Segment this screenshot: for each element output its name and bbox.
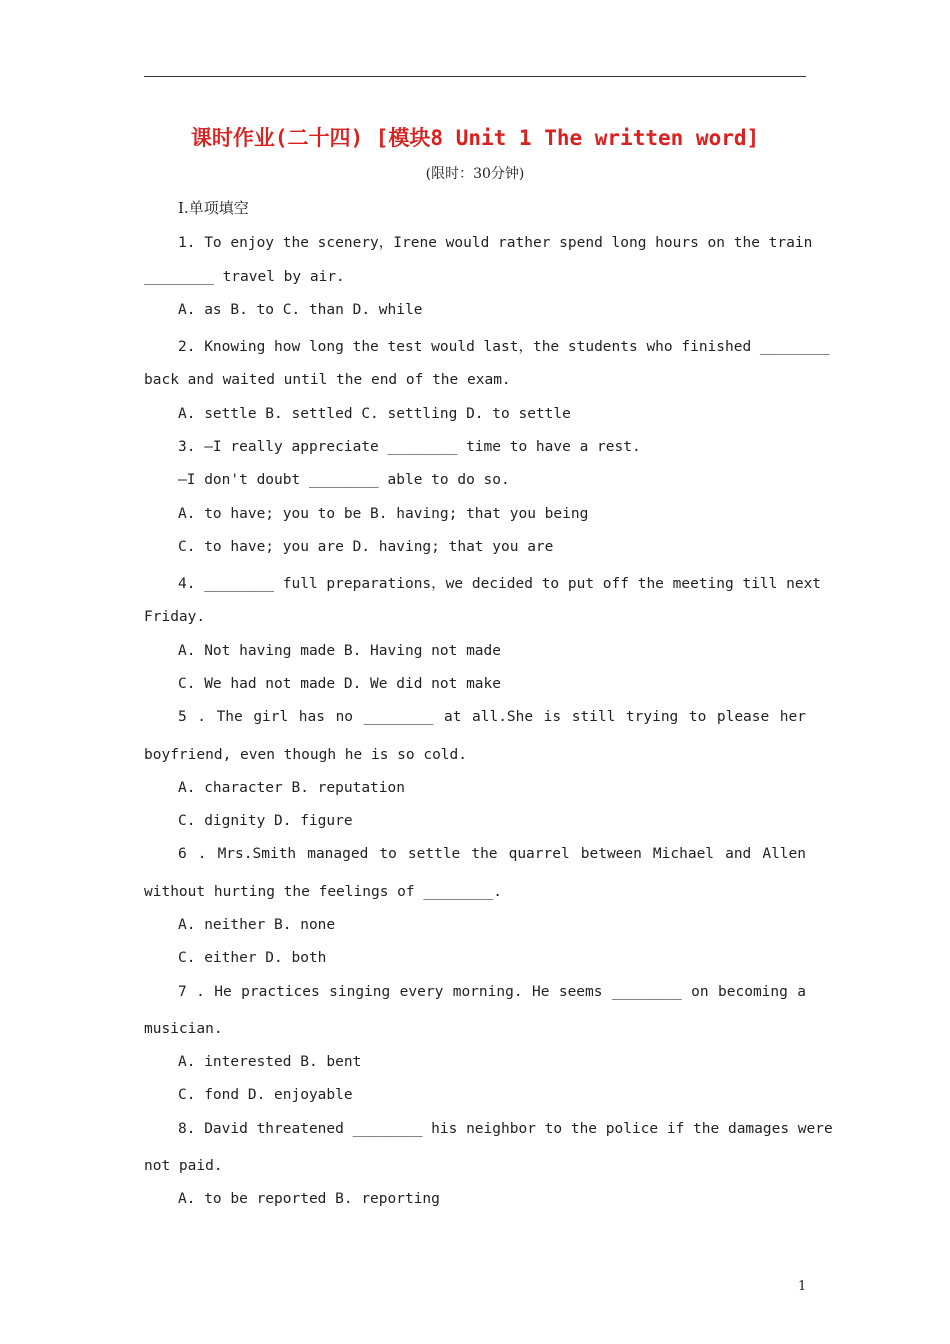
question-6-stem-cont: without hurting the feelings of ________. (144, 884, 502, 900)
question-2-options: A. settle B. settled C. settling D. to settle (178, 406, 571, 422)
question-5-stem-cont: boyfriend, even though he is so cold. (144, 747, 468, 763)
question-3-options-row1: A. to have; you to be B. having; that you being (178, 506, 589, 522)
question-4-stem: 4. ________ full preparations，we decided to put off the meeting till next (178, 576, 822, 592)
question-6-options-row1: A. neither B. none (178, 917, 336, 933)
question-4-options-row2: C. We had not made D. We did not make (178, 676, 502, 692)
section-heading: Ⅰ.单项填空 (178, 199, 249, 217)
question-3-options-row2: C. to have; you are D. having; that you are (178, 539, 554, 555)
question-7-options-row2: C. fond D. enjoyable (178, 1087, 353, 1103)
question-5-stem: 5 . The girl has no ________ at all.She is still trying to please her (178, 709, 806, 725)
question-7-stem-cont: musician. (144, 1021, 223, 1037)
question-1-stem: 1. To enjoy the scenery，Irene would rather spend long hours on the train (178, 235, 813, 251)
question-6-stem: 6 . Mrs.Smith managed to settle the quarrel between Michael and Allen (178, 846, 806, 862)
question-5-options-row2: C. dignity D. figure (178, 813, 353, 829)
question-7-stem: 7 . He practices singing every morning. He seems ________ on becoming a (178, 984, 806, 1000)
question-2-stem-cont: back and waited until the end of the exam. (144, 372, 511, 388)
question-3-stem-cont: —I don't doubt ________ able to do so. (178, 472, 510, 488)
question-4-options-row1: A. Not having made B. Having not made (178, 643, 502, 659)
question-8-stem: 8. David threatened ________ his neighbor to the police if the damages were (178, 1121, 833, 1137)
question-6-options-row2: C. either D. both (178, 950, 327, 966)
question-7-options-row1: A. interested B. bent (178, 1054, 362, 1070)
header-rule (144, 76, 806, 77)
question-3-stem: 3. —I really appreciate ________ time to have a rest. (178, 439, 641, 455)
question-1-options: A. as B. to C. than D. while (178, 302, 423, 318)
question-2-stem: 2. Knowing how long the test would last，the students who finished ________ (178, 339, 830, 355)
page-title: 课时作业(二十四) [模块8 Unit 1 The written word] (190, 126, 760, 150)
question-1-stem-cont: ________ travel by air. (144, 269, 345, 285)
question-4-stem-cont: Friday. (144, 609, 206, 625)
question-8-options-row1: A. to be reported B. reporting (178, 1191, 440, 1207)
question-5-options-row1: A. character B. reputation (178, 780, 405, 796)
page-number: 1 (798, 1279, 807, 1294)
time-limit: (限时：30分钟) (425, 166, 525, 182)
question-8-stem-cont: not paid. (144, 1158, 223, 1174)
